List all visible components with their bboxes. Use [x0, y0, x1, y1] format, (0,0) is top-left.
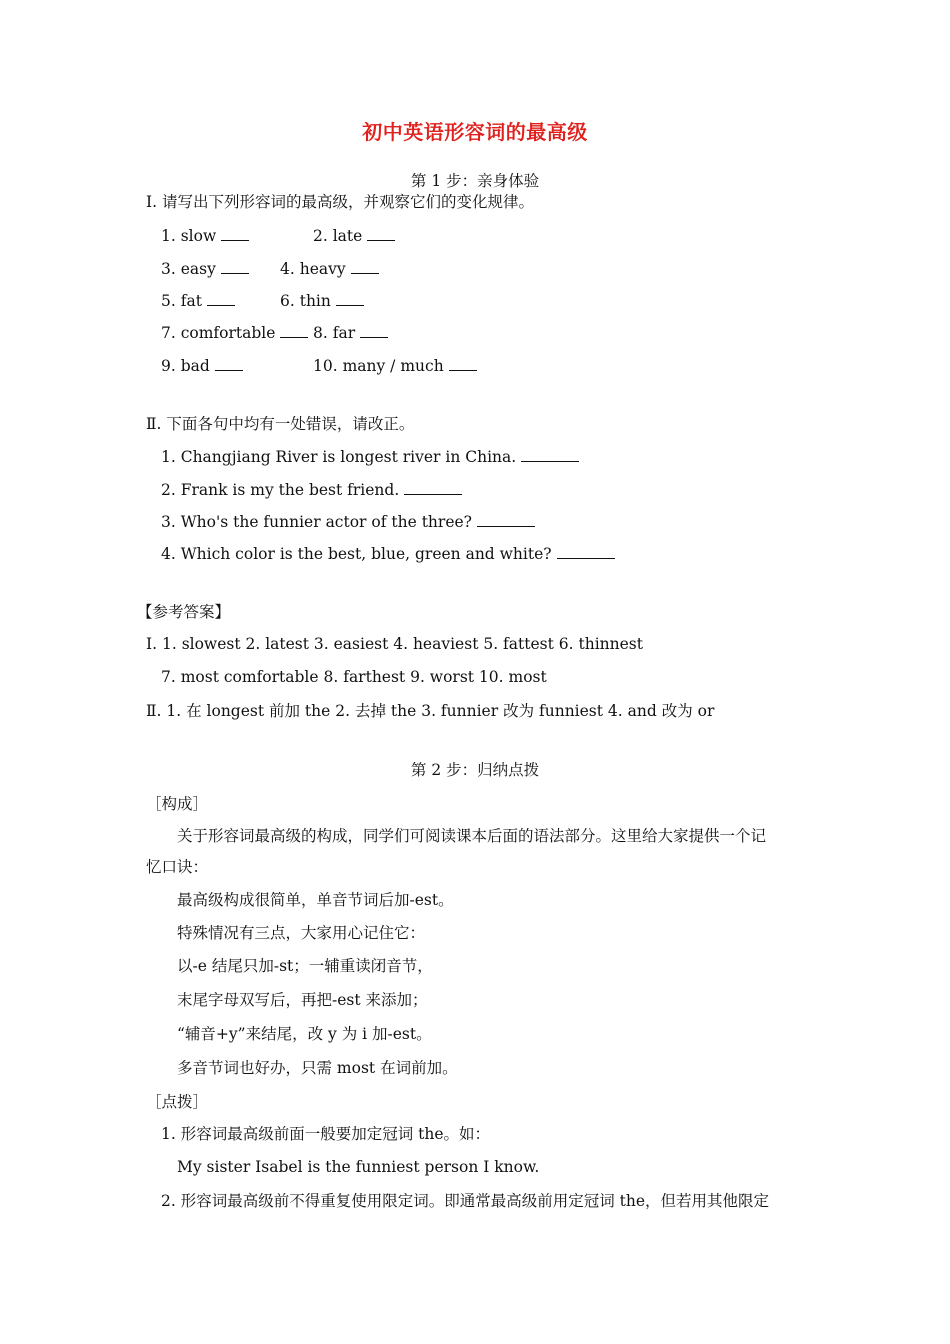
- exercise-item: 5. fat: [161, 290, 235, 312]
- tip-item: 1. 形容词最高级前面一般要加定冠词 the。如：: [161, 1125, 491, 1143]
- tip-item: 2. 形容词最高级前不得重复使用限定词。即通常最高级前用定冠词 the，但若用其他限定: [161, 1192, 770, 1210]
- correction-item: 2. Frank is my the best friend.: [161, 479, 462, 501]
- step1-heading: 第 1 步：亲身体验: [410, 172, 540, 190]
- exercise-item: 1. slow: [161, 225, 249, 247]
- rhyme-line: 多音节词也好办，只需 most 在词前加。: [177, 1059, 458, 1077]
- rhyme-line: “辅音+y”来结尾，改 y 为 i 加-est。: [177, 1025, 432, 1043]
- step2-heading: 第 2 步：归纳点拨: [410, 761, 540, 779]
- section1-instruction: Ⅰ. 请写出下列形容词的最高级，并观察它们的变化规律。: [146, 193, 534, 211]
- rhyme-line: 以-e 结尾只加-st；一辅重读闭音节，: [177, 957, 433, 975]
- tips-heading: ［点拨］: [146, 1093, 209, 1111]
- page-title: 初中英语形容词的最高级: [362, 120, 588, 144]
- correction-item: 4. Which color is the best, blue, green and white?: [161, 543, 615, 565]
- formation-heading: ［构成］: [146, 795, 209, 813]
- rhyme-line: 特殊情况有三点，大家用心记住它：: [177, 924, 426, 942]
- exercise-item: 10. many / much: [313, 355, 477, 377]
- correction-item: 1. Changjiang River is longest river in China.: [161, 446, 579, 468]
- rhyme-line: 末尾字母双写后，再把-est 来添加；: [177, 991, 428, 1009]
- section2-instruction: Ⅱ. 下面各句中均有一处错误，请改正。: [146, 415, 415, 433]
- exercise-item: 9. bad: [161, 355, 243, 377]
- example-sentence: My sister Isabel is the funniest person I know.: [177, 1158, 540, 1176]
- paragraph-line: 忆口诀：: [146, 858, 209, 876]
- exercise-item: 3. easy: [161, 258, 249, 280]
- answers-heading: 【参考答案】: [137, 603, 231, 621]
- answers-line: Ⅱ. 1. 在 longest 前加 the 2. 去掉 the 3. funnier 改为 funniest 4. and 改为 or: [146, 702, 715, 720]
- paragraph-line: 关于形容词最高级的构成，同学们可阅读课本后面的语法部分。这里给大家提供一个记: [177, 827, 767, 845]
- answers-line: Ⅰ. 1. slowest 2. latest 3. easiest 4. heaviest 5. fattest 6. thinnest: [146, 635, 643, 653]
- exercise-item: 4. heavy: [280, 258, 379, 280]
- rhyme-line: 最高级构成很简单，单音节词后加-est。: [177, 891, 454, 909]
- answers-line: 7. most comfortable 8. farthest 9. worst 10. most: [161, 668, 547, 686]
- exercise-item: 7. comfortable: [161, 322, 308, 344]
- exercise-item: 6. thin: [280, 290, 364, 312]
- exercise-item: 2. late: [313, 225, 395, 247]
- exercise-item: 8. far: [313, 322, 388, 344]
- correction-item: 3. Who's the funnier actor of the three?: [161, 511, 535, 533]
